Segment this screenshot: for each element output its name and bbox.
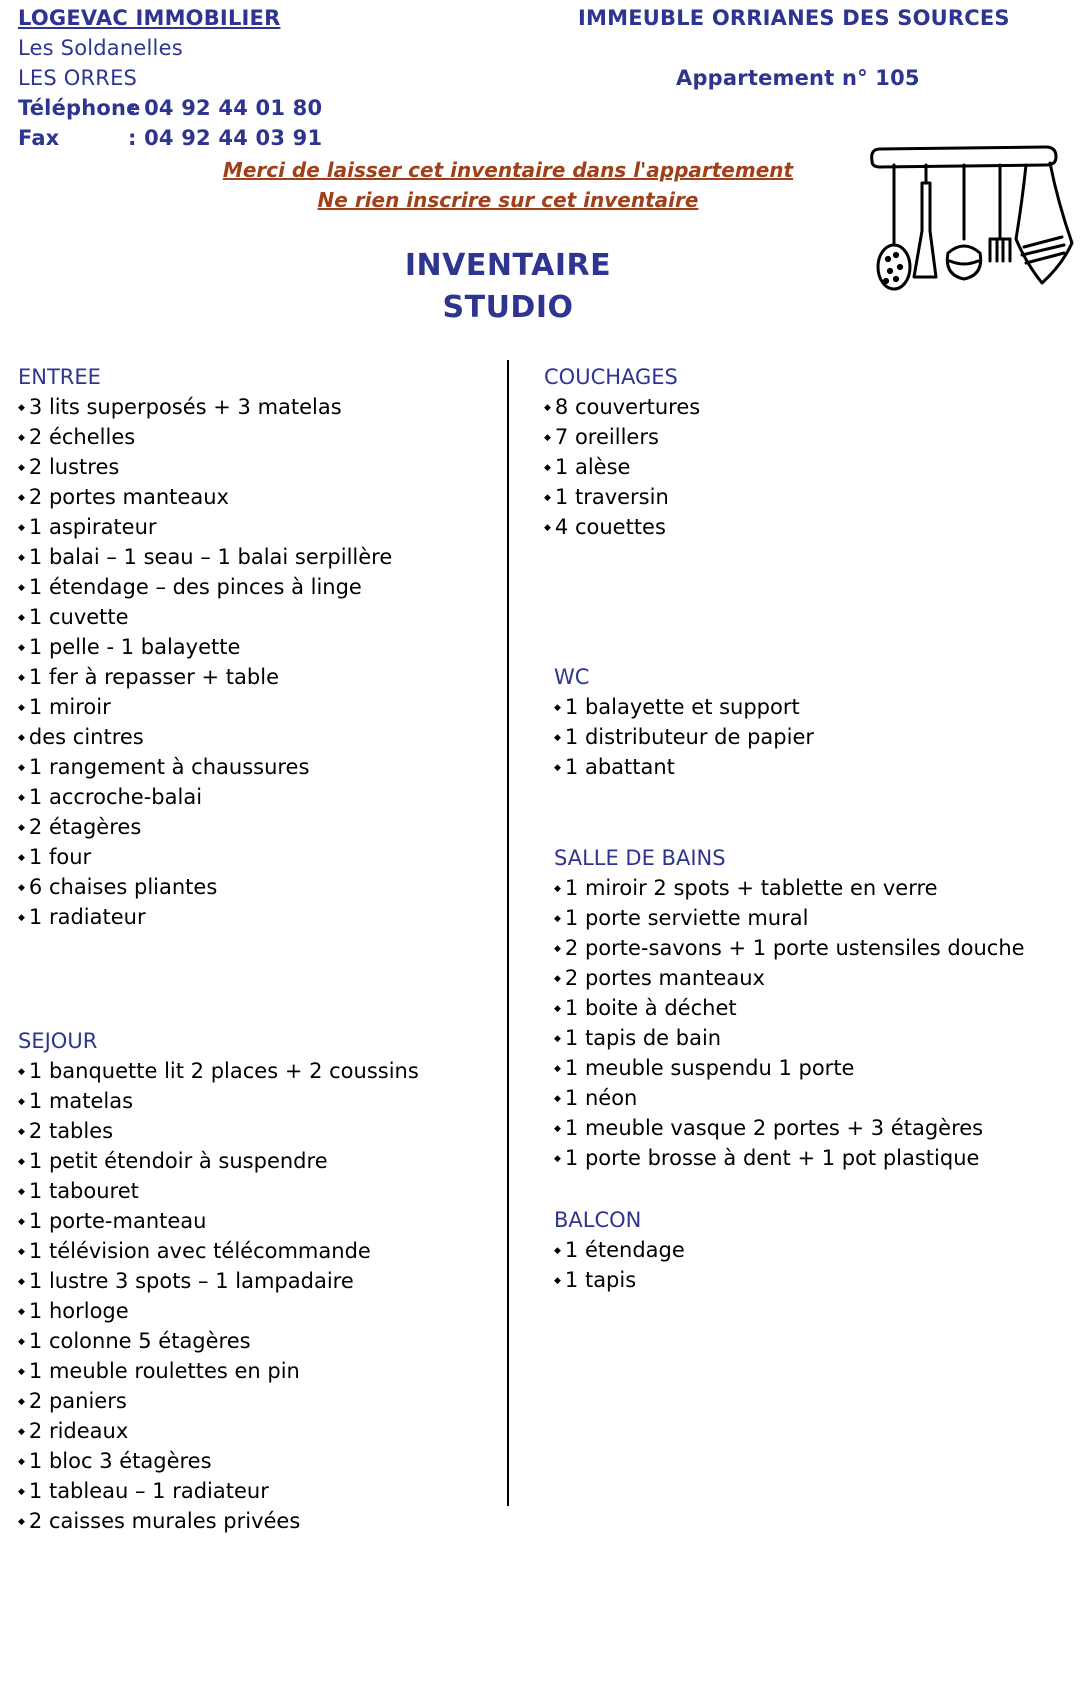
section-title-entree: ENTREE — [18, 365, 101, 389]
notice-leave-inventory: Merci de laisser cet inventaire dans l'appartement — [222, 158, 794, 182]
section-couchages — [544, 362, 700, 542]
list-item: ◆ 1 horloge — [18, 1296, 419, 1326]
list-item: ◆ 1 four — [18, 842, 392, 872]
section-salle-de-bains — [554, 843, 1025, 1173]
notice-do-not-write: Ne rien inscrire sur cet inventaire — [317, 188, 699, 212]
list-item: ◆ 1 meuble vasque 2 portes + 3 étagères — [554, 1113, 1025, 1143]
list-item: ◆ 1 bloc 3 étagères — [18, 1446, 419, 1476]
list-item: ◆ 4 couettes — [544, 512, 700, 542]
section-balcon — [554, 1205, 685, 1295]
list-item: ◆ 2 portes manteaux — [554, 963, 1025, 993]
apartment-number: Appartement n° 105 — [676, 66, 920, 90]
list-item: ◆ 1 traversin — [544, 482, 700, 512]
sejour-items — [18, 1056, 419, 1536]
list-item: ◆ 1 aspirateur — [18, 512, 392, 542]
list-item: ◆ 1 meuble roulettes en pin — [18, 1356, 419, 1386]
list-item: ◆ 1 alèse — [544, 452, 700, 482]
section-title-salle-de-bains: SALLE DE BAINS — [554, 846, 726, 870]
list-item: ◆ 2 tables — [18, 1116, 419, 1146]
company-name: LOGEVAC IMMOBILIER — [18, 6, 281, 30]
balcon-items — [554, 1235, 685, 1295]
list-item: ◆ 2 porte-savons + 1 porte ustensiles douche — [554, 933, 1025, 963]
section-title-balcon: BALCON — [554, 1208, 642, 1232]
kitchen-utensils-icon — [866, 143, 1076, 307]
list-item: ◆ 8 couvertures — [544, 392, 700, 422]
entree-items — [18, 392, 392, 932]
list-item: ◆ 2 rideaux — [18, 1416, 419, 1446]
section-title-wc: WC — [554, 665, 590, 689]
list-item: ◆ 1 cuvette — [18, 602, 392, 632]
section-title-sejour: SEJOUR — [18, 1029, 98, 1053]
column-divider — [507, 360, 509, 1506]
section-sejour — [18, 1026, 419, 1536]
list-item: ◆ 1 miroir — [18, 692, 392, 722]
list-item: ◆ 1 matelas — [18, 1086, 419, 1116]
list-item: ◆ 1 porte brosse à dent + 1 pot plastique — [554, 1143, 1025, 1173]
list-item: ◆ 1 meuble suspendu 1 porte — [554, 1053, 1025, 1083]
fax-number: : 04 92 44 03 91 — [128, 126, 323, 150]
address-line-1: Les Soldanelles — [18, 36, 183, 60]
building-name: IMMEUBLE ORRIANES DES SOURCES — [578, 6, 1010, 30]
list-item: ◆ 2 lustres — [18, 452, 392, 482]
list-item: ◆ 1 porte serviette mural — [554, 903, 1025, 933]
section-wc — [554, 662, 814, 782]
list-item: ◆ 1 étendage — [554, 1235, 685, 1265]
list-item: ◆ 1 radiateur — [18, 902, 392, 932]
phone-label: Téléphone — [18, 96, 141, 120]
list-item: ◆ 1 balayette et support — [554, 692, 814, 722]
list-item: ◆ 1 étendage – des pinces à linge — [18, 572, 392, 602]
list-item: ◆ 1 distributeur de papier — [554, 722, 814, 752]
list-item: ◆ 1 tableau – 1 radiateur — [18, 1476, 419, 1506]
fax-label: Fax — [18, 126, 60, 150]
list-item: ◆ 1 néon — [554, 1083, 1025, 1113]
list-item: ◆ 1 banquette lit 2 places + 2 coussins — [18, 1056, 419, 1086]
phone-number: : 04 92 44 01 80 — [128, 96, 323, 120]
list-item: ◆ 1 porte-manteau — [18, 1206, 419, 1236]
list-item: ◆ 1 colonne 5 étagères — [18, 1326, 419, 1356]
page-subtitle: STUDIO — [442, 290, 574, 325]
list-item: ◆ 1 rangement à chaussures — [18, 752, 392, 782]
list-item: ◆ 1 lustre 3 spots – 1 lampadaire — [18, 1266, 419, 1296]
address-line-2: LES ORRES — [18, 66, 138, 90]
list-item: ◆ 2 portes manteaux — [18, 482, 392, 512]
list-item: ◆ 1 tapis — [554, 1265, 685, 1295]
section-title-couchages: COUCHAGES — [544, 365, 678, 389]
list-item: ◆ 1 télévision avec télécommande — [18, 1236, 419, 1266]
list-item: ◆ 1 tabouret — [18, 1176, 419, 1206]
list-item: ◆ 1 pelle - 1 balayette — [18, 632, 392, 662]
list-item: ◆ 6 chaises pliantes — [18, 872, 392, 902]
list-item: ◆ 2 caisses murales privées — [18, 1506, 419, 1536]
list-item: ◆ 1 abattant — [554, 752, 814, 782]
list-item: ◆ 1 balai – 1 seau – 1 balai serpillère — [18, 542, 392, 572]
wc-items — [554, 692, 814, 782]
list-item: ◆ 1 petit étendoir à suspendre — [18, 1146, 419, 1176]
list-item: ◆ des cintres — [18, 722, 392, 752]
couchages-items — [544, 392, 700, 542]
list-item: ◆ 1 miroir 2 spots + tablette en verre — [554, 873, 1025, 903]
list-item: ◆ 1 accroche-balai — [18, 782, 392, 812]
list-item: ◆ 1 fer à repasser + table — [18, 662, 392, 692]
page-title: INVENTAIRE — [404, 248, 612, 283]
list-item: ◆ 3 lits superposés + 3 matelas — [18, 392, 392, 422]
list-item: ◆ 1 boite à déchet — [554, 993, 1025, 1023]
list-item: ◆ 7 oreillers — [544, 422, 700, 452]
list-item: ◆ 2 échelles — [18, 422, 392, 452]
salle-de-bains-items — [554, 873, 1025, 1173]
list-item: ◆ 2 paniers — [18, 1386, 419, 1416]
list-item: ◆ 2 étagères — [18, 812, 392, 842]
section-entree — [18, 362, 392, 932]
list-item: ◆ 1 tapis de bain — [554, 1023, 1025, 1053]
